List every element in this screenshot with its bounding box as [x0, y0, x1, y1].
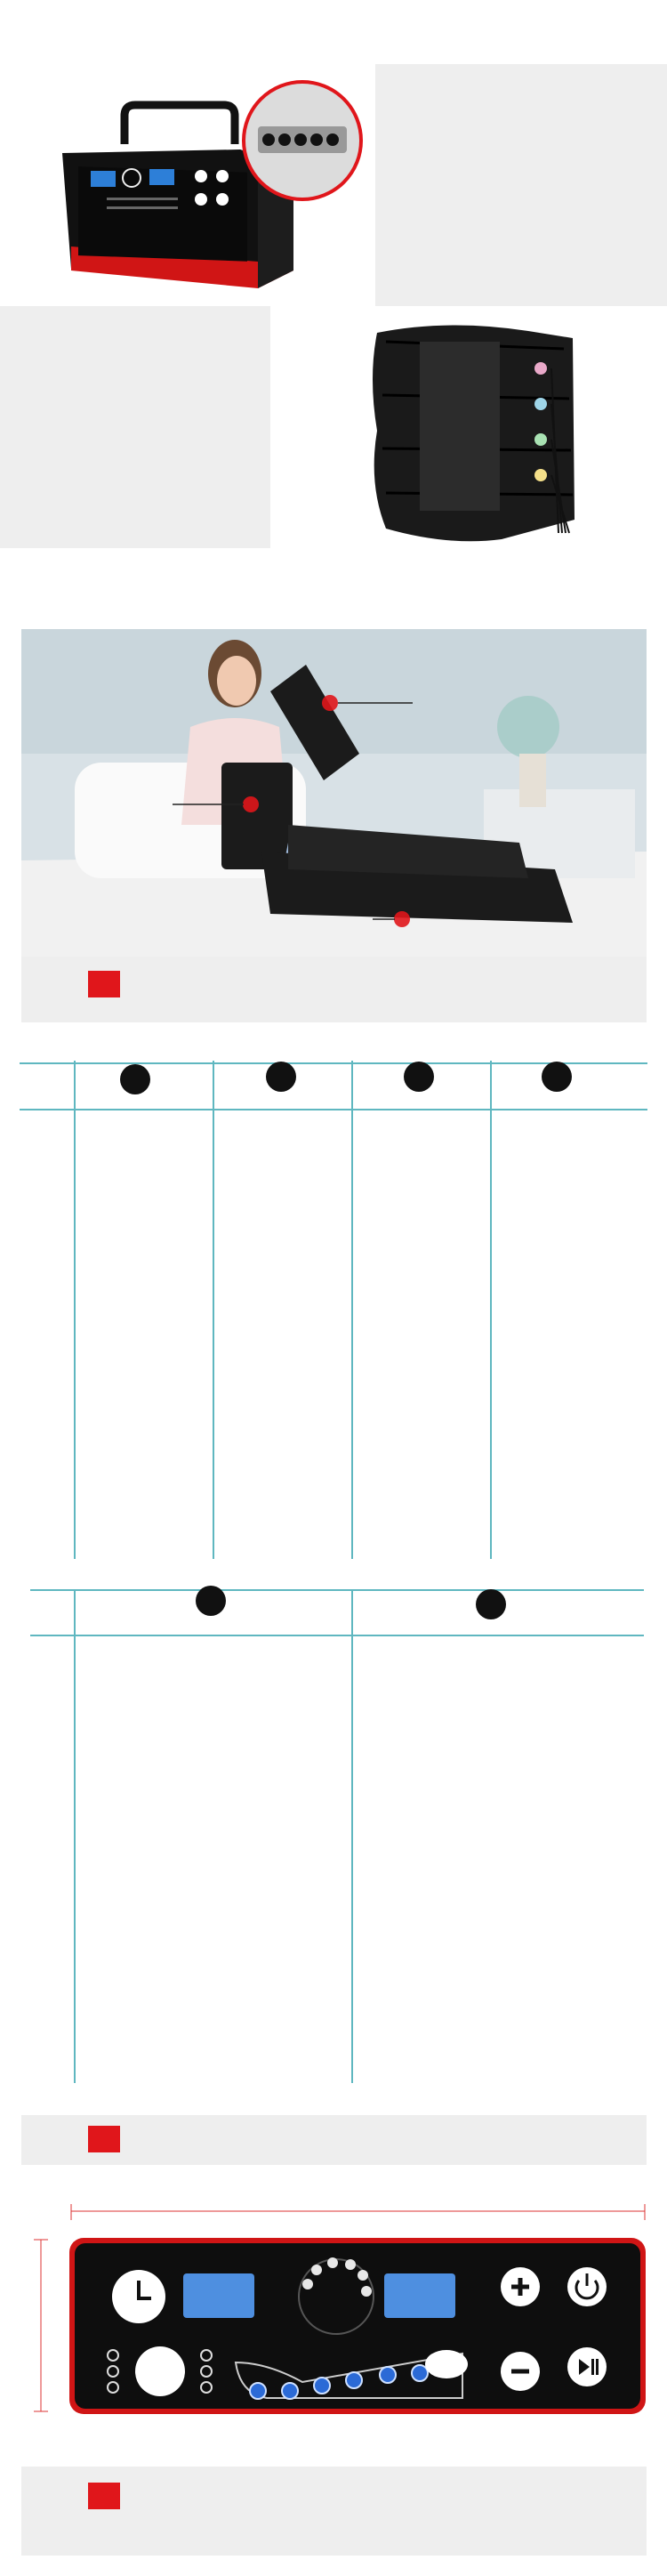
grid-divider: [74, 1061, 76, 1559]
feature-3-badge: [88, 2483, 120, 2509]
grid-bottom-header-line: [30, 1635, 644, 1636]
feature-1-badge: [88, 971, 120, 997]
feature-3-panel: [21, 2467, 647, 2556]
cuff-image: [270, 306, 667, 548]
grid-divider: [490, 1061, 492, 1559]
mode-d-badge: [542, 1062, 572, 1092]
detail-panel-2: [0, 306, 270, 548]
mode-b-badge: [266, 1062, 296, 1092]
grid-header-line: [20, 1109, 647, 1110]
control-panel-diagram: [0, 2184, 667, 2451]
mode-c-badge: [404, 1062, 434, 1092]
mode-f-badge: [476, 1589, 506, 1619]
grid-divider: [351, 1589, 353, 2083]
detail-panel-1: [375, 64, 667, 306]
grid-divider: [351, 1061, 353, 1559]
grid-divider: [74, 1589, 76, 2083]
mode-a-badge: [120, 1064, 150, 1094]
mode-e-badge: [196, 1586, 226, 1616]
device-image: [0, 64, 375, 306]
therapy-photo: [21, 629, 647, 957]
grid-divider: [213, 1061, 214, 1559]
grid-bottom-top-line: [30, 1589, 644, 1591]
feature-2-badge: [88, 2126, 120, 2152]
